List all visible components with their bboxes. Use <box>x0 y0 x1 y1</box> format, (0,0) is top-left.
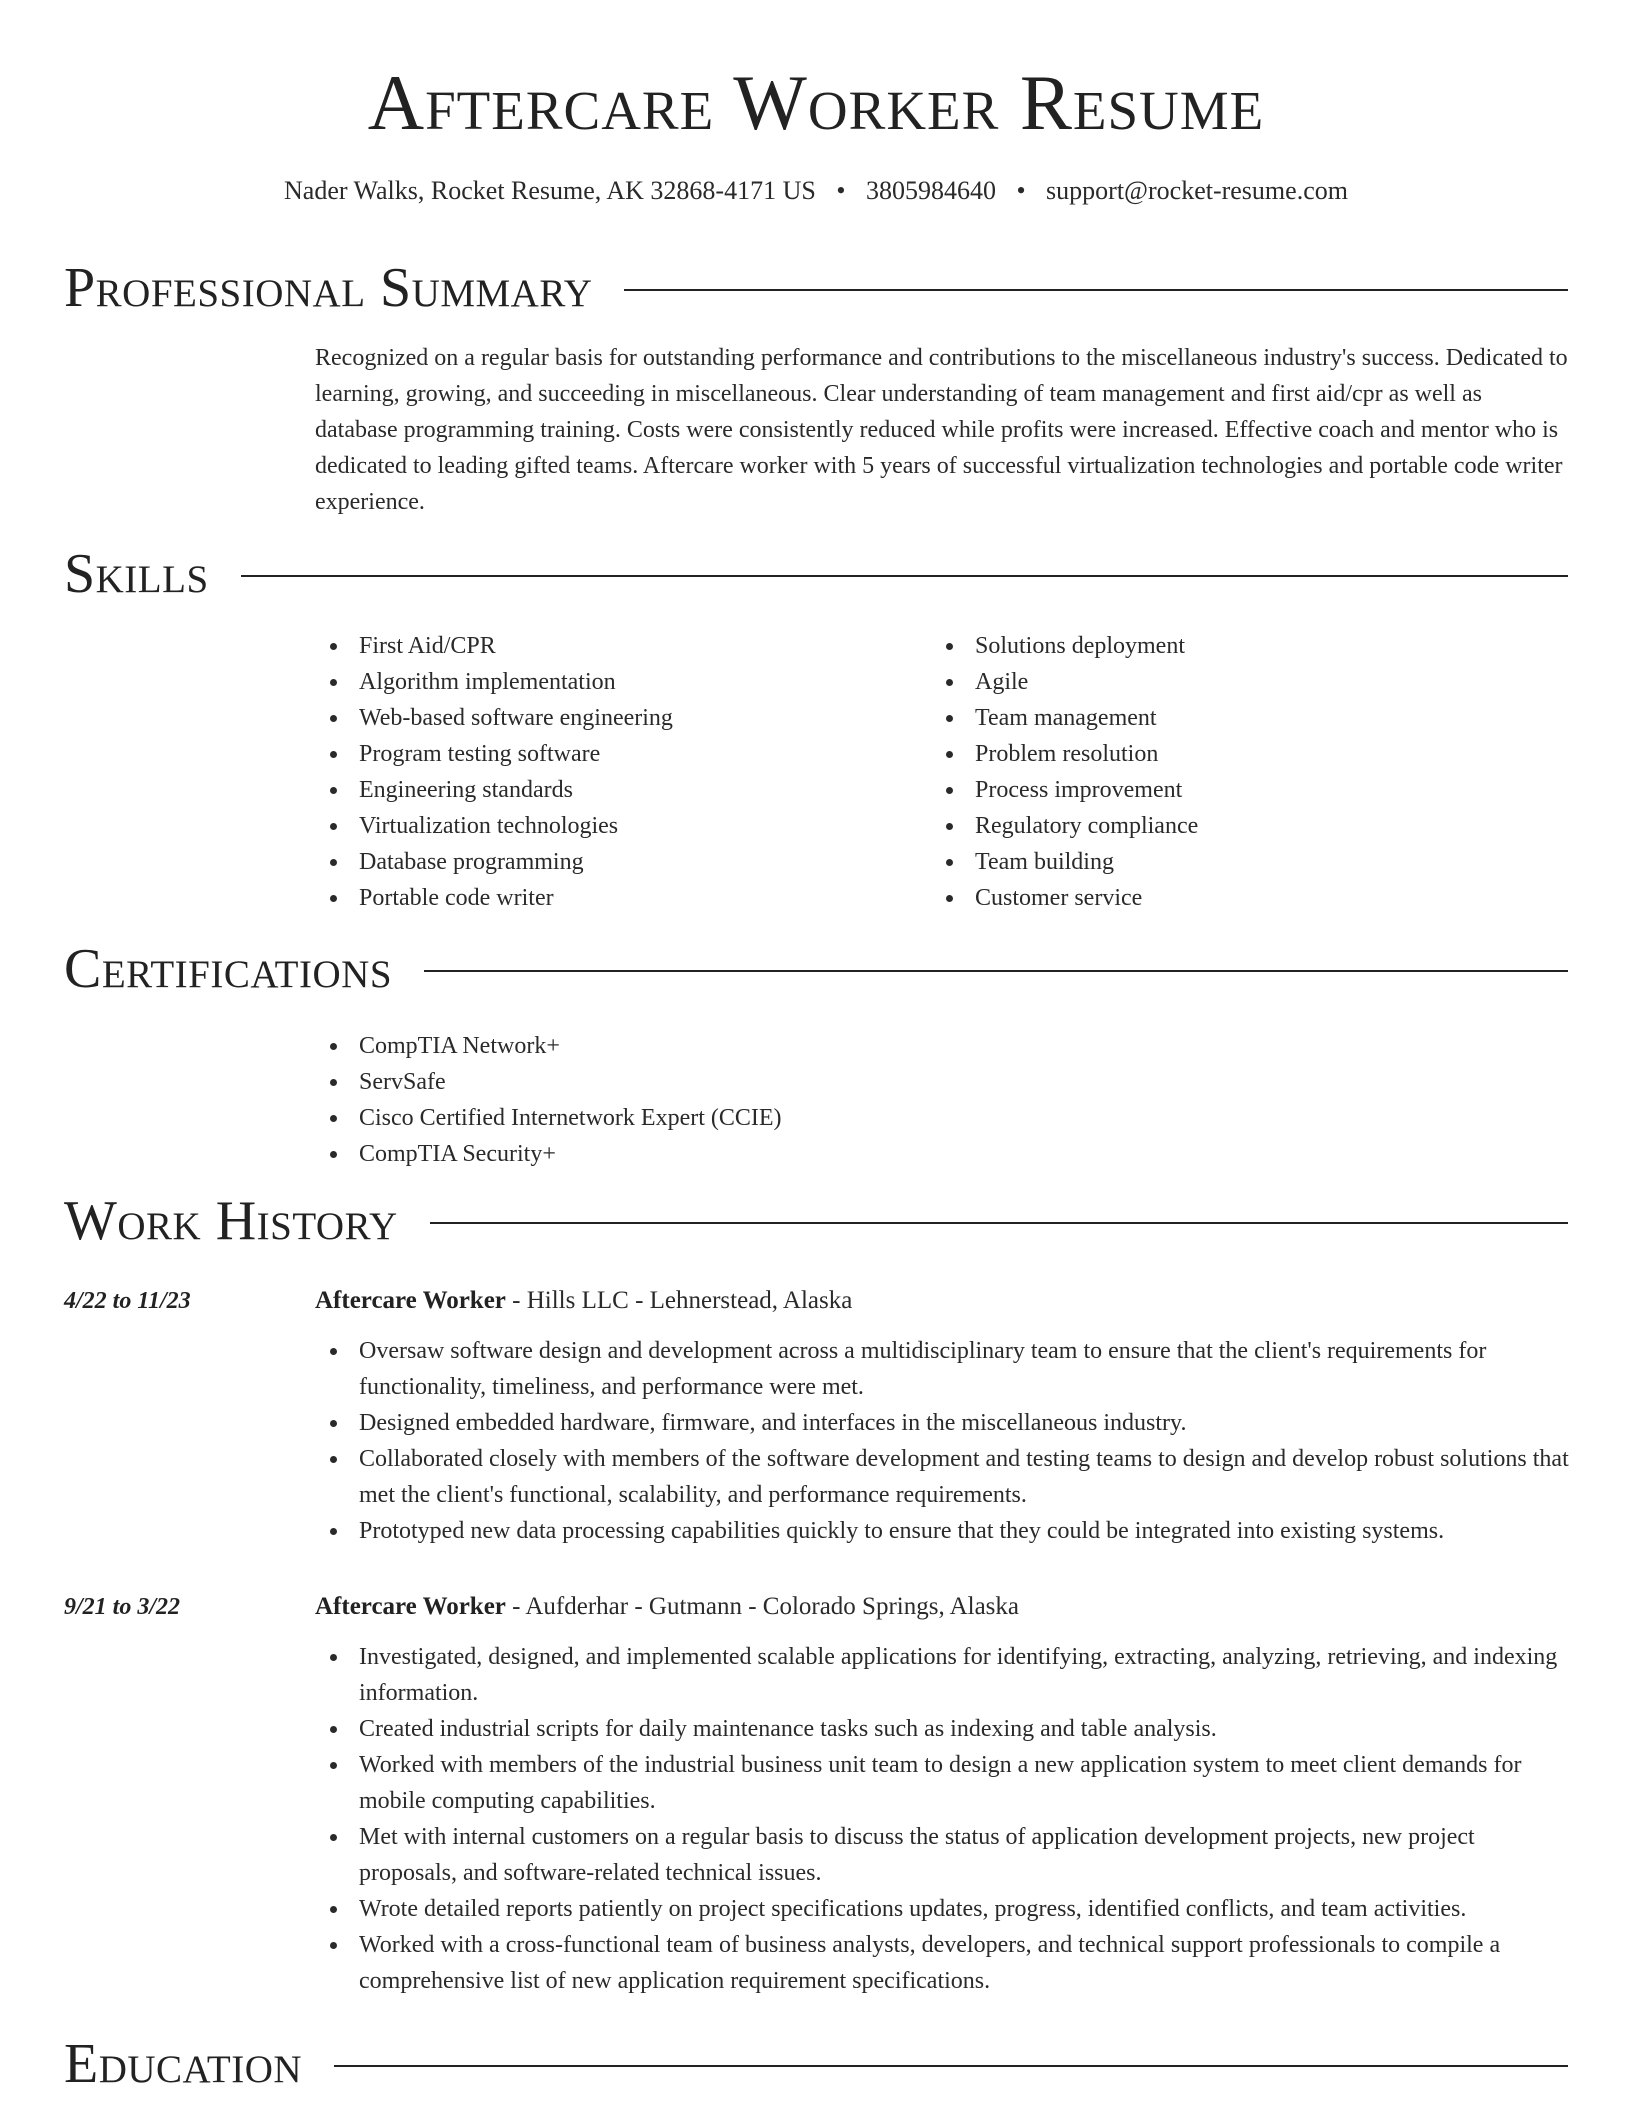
contact-email: support@rocket-resume.com <box>1046 176 1348 205</box>
section-skills-heading <box>64 539 1568 609</box>
job-role: Aftercare Worker <box>315 1593 506 1620</box>
certification-item: ServSafe <box>315 1064 1515 1100</box>
skill-item: Program testing software <box>315 736 915 772</box>
section-title: Education <box>64 2033 303 2095</box>
section-divider <box>334 2065 1568 2067</box>
section-divider <box>624 289 1568 291</box>
section-title: Work History <box>64 1190 398 1252</box>
skill-item: Solutions deployment <box>931 628 1531 664</box>
skill-item: Problem resolution <box>931 736 1531 772</box>
job-bullet: Oversaw software design and development across a multidisciplinary team to ensure that the client's requirements for functionality, timeliness, and performance were met. <box>315 1333 1570 1405</box>
job-bullets <box>315 1639 1570 1999</box>
skill-item: Customer service <box>931 880 1531 916</box>
skill-item: Engineering standards <box>315 772 915 808</box>
section-work-history-heading <box>64 1186 1568 1256</box>
job-bullet: Worked with a cross-functional team of business analysts, developers, and technical support professionals to compile a comprehensive list of new application requirement specifications. <box>315 1927 1570 1999</box>
resume-title: Aftercare Worker Resume <box>367 59 1265 146</box>
skill-item: First Aid/CPR <box>315 628 915 664</box>
job-bullet: Created industrial scripts for daily maintenance tasks such as indexing and table analysis. <box>315 1711 1570 1747</box>
contact-address: Nader Walks, Rocket Resume, AK 32868-4171 US <box>284 176 816 205</box>
section-education-heading <box>64 2029 1568 2099</box>
job-role: Aftercare Worker <box>315 1287 506 1314</box>
job-bullet: Wrote detailed reports patiently on project specifications updates, progress, identified conflicts, and team activities. <box>315 1891 1570 1927</box>
skill-item: Team building <box>931 844 1531 880</box>
summary-text: Recognized on a regular basis for outstanding performance and contributions to the miscellaneous industry's success. Dedicated to learning, growing, and succeeding in miscellaneous. Clear understanding of team management and first aid/cpr as well as database programming training. Costs were consistently reduced while profits were increased. Effective coach and mentor who is dedicated to leading gifted teams. Aftercare worker with 5 years of successful virtualization technologies and portable code writer experience. <box>315 345 1568 515</box>
section-certifications-heading <box>64 934 1568 1004</box>
contact-phone: 3805984640 <box>865 176 996 205</box>
section-divider <box>430 1222 1568 1224</box>
section-title: Skills <box>64 543 209 605</box>
skills-list-right <box>931 628 1531 916</box>
section-divider <box>424 970 1568 972</box>
skills-list-left <box>315 628 915 916</box>
skill-item: Regulatory compliance <box>931 808 1531 844</box>
job-bullet: Collaborated closely with members of the software development and testing teams to design and develop robust solutions that met the client's functional, scalability, and performance requirements. <box>315 1441 1570 1513</box>
contact-line <box>0 176 1632 206</box>
section-divider <box>241 575 1568 577</box>
skill-item: Algorithm implementation <box>315 664 915 700</box>
job-dates: 9/21 to 3/22 <box>64 1594 181 1620</box>
skill-item: Agile <box>931 664 1531 700</box>
job-bullet: Prototyped new data processing capabilities quickly to ensure that they could be integrated into existing systems. <box>315 1513 1570 1549</box>
skill-item: Portable code writer <box>315 880 915 916</box>
section-summary-heading <box>64 253 1568 323</box>
job-employer: - Aufderhar - Gutmann - Colorado Springs, Alaska <box>505 1593 1020 1620</box>
job-heading <box>315 1589 1570 1625</box>
skill-item: Web-based software engineering <box>315 700 915 736</box>
section-title: Professional Summary <box>64 257 593 319</box>
job-heading <box>315 1283 1570 1319</box>
certification-item: Cisco Certified Internetwork Expert (CCIE) <box>315 1100 1515 1136</box>
job-bullets <box>315 1333 1570 1549</box>
certification-item: CompTIA Security+ <box>315 1136 1515 1172</box>
job-employer: - Hills LLC - Lehnerstead, Alaska <box>505 1287 853 1314</box>
skill-item: Process improvement <box>931 772 1531 808</box>
contact-separator: • <box>1016 176 1026 205</box>
skill-item: Database programming <box>315 844 915 880</box>
section-title: Certifications <box>64 938 393 1000</box>
skill-item: Team management <box>931 700 1531 736</box>
job-bullet: Designed embedded hardware, firmware, and interfaces in the miscellaneous industry. <box>315 1405 1570 1441</box>
certifications-list <box>315 1028 1515 1172</box>
certification-item: CompTIA Network+ <box>315 1028 1515 1064</box>
contact-separator: • <box>836 176 846 205</box>
job-bullet: Investigated, designed, and implemented scalable applications for identifying, extracting, analyzing, retrieving, and indexing information. <box>315 1639 1570 1711</box>
job-bullet: Met with internal customers on a regular basis to discuss the status of application development projects, new project proposals, and software-related technical issues. <box>315 1819 1570 1891</box>
skill-item: Virtualization technologies <box>315 808 915 844</box>
job-dates: 4/22 to 11/23 <box>64 1288 191 1314</box>
job-bullet: Worked with members of the industrial business unit team to design a new application system to meet client demands for mobile computing capabilities. <box>315 1747 1570 1819</box>
